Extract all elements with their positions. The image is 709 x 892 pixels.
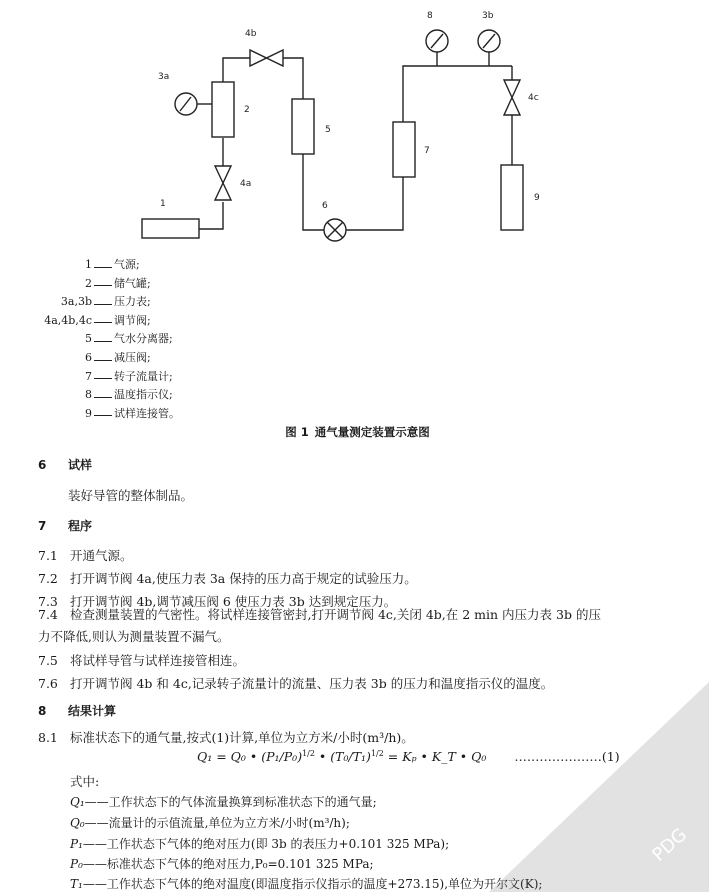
section-8-1: 8.1 标准状态下的通气量,按式(1)计算,单位为立方米/小时(m³/h)。 [38,730,414,745]
definition: Q₀——流量计的示值流量,单位为立方米/小时(m³/h); [70,816,350,830]
label-6: 6 [322,201,328,211]
where-label: 式中: [70,774,100,789]
watermark-stamp [469,662,709,892]
definition: P₀——标准状态下气体的绝对压力,P₀=0.101 325 MPa; [70,857,374,871]
sample-connector-9 [501,165,523,230]
procedure-step: 7.3 打开调节阀 4b,调节减压阀 6 使压力表 3b 达到规定压力。 [38,594,397,609]
label-4c: 4c [528,93,539,103]
procedure-step: 7.1 开通气源。 [38,548,133,563]
label-4b: 4b [245,29,257,39]
figure-legend [20,256,180,423]
legend-item: 9 试样连接管。 [85,406,180,420]
svg-text:PDG: PDG [648,824,692,866]
valve-4a [215,166,231,200]
section-8-heading: 8 结果计算 [38,704,117,718]
legend-item: 8 温度指示仪; [85,388,173,402]
label-5: 5 [325,125,331,135]
procedure-step-continued: 力不降低,则认为测量装置不漏气。 [38,629,230,644]
section-6-heading: 6 试样 [38,458,93,472]
procedure-step: 7.2 打开调节阀 4a,使压力表 3a 保持的压力高于规定的试验压力。 [38,571,417,586]
gas-water-separator-5 [292,99,314,154]
label-3a: 3a [158,72,170,82]
label-4a: 4a [240,179,252,189]
definition: T₁——工作状态下气体的绝对温度(即温度指示仪指示的温度+273.15),单位为开尔文(K); [70,877,543,891]
label-7: 7 [424,146,430,156]
label-3b: 3b [482,11,494,21]
rotameter-7 [393,122,415,177]
legend-item: 2 储气罐; [85,276,151,290]
definition: P₁——工作状态下气体的绝对压力(即 3b 的表压力+0.101 325 MPa); [70,837,450,851]
legend-item: 6 减压阀; [85,350,151,364]
procedure-step: 7.4 检查测量装置的气密性。将试样连接管密封,打开调节阀 4c,关闭 4b,在 2 min 内压力表 3b 的压 [38,607,601,622]
label-1: 1 [160,199,166,209]
valve-4b [250,50,283,66]
storage-tank-2 [212,82,234,137]
legend-item: 3a,3b 压力表; [60,295,151,309]
procedure-step: 7.5 将试样导管与试样连接管相连。 [38,653,246,668]
legend-item: 4a,4b,4c 调节阀; [44,313,151,327]
gas-source-1 [142,219,199,238]
valve-4c [504,80,520,115]
figure-caption [0,424,709,440]
section-7-heading: 7 程序 [38,519,93,533]
section-6-body: 装好导管的整体制品。 [68,488,194,503]
label-8: 8 [427,11,433,21]
legend-item: 1 气源; [85,258,140,271]
procedure-step: 7.6 打开调节阀 4b 和 4c,记录转子流量计的流量、压力表 3b 的压力和温度指示仪的温度。 [38,676,554,691]
legend-item: 7 转子流量计; [85,369,173,383]
definition: Q₁——工作状态下的气体流量换算到标准状态下的通气量; [70,795,377,809]
caption-title: 通气量测定装置示意图 [314,425,430,439]
formula-1: Q₁ = Q₀ • $(P_1/P_0)^{1/2}$ • $(T_0/T_1)^{1/2} = K_p$ • K_T • Q₀ …………………(1) [197,749,620,765]
caption-number: 图 1 [285,425,309,439]
label-9: 9 [534,193,540,203]
apparatus-schematic [0,0,709,250]
legend-item: 5 气水分离器; [85,332,173,346]
label-2: 2 [244,105,250,115]
